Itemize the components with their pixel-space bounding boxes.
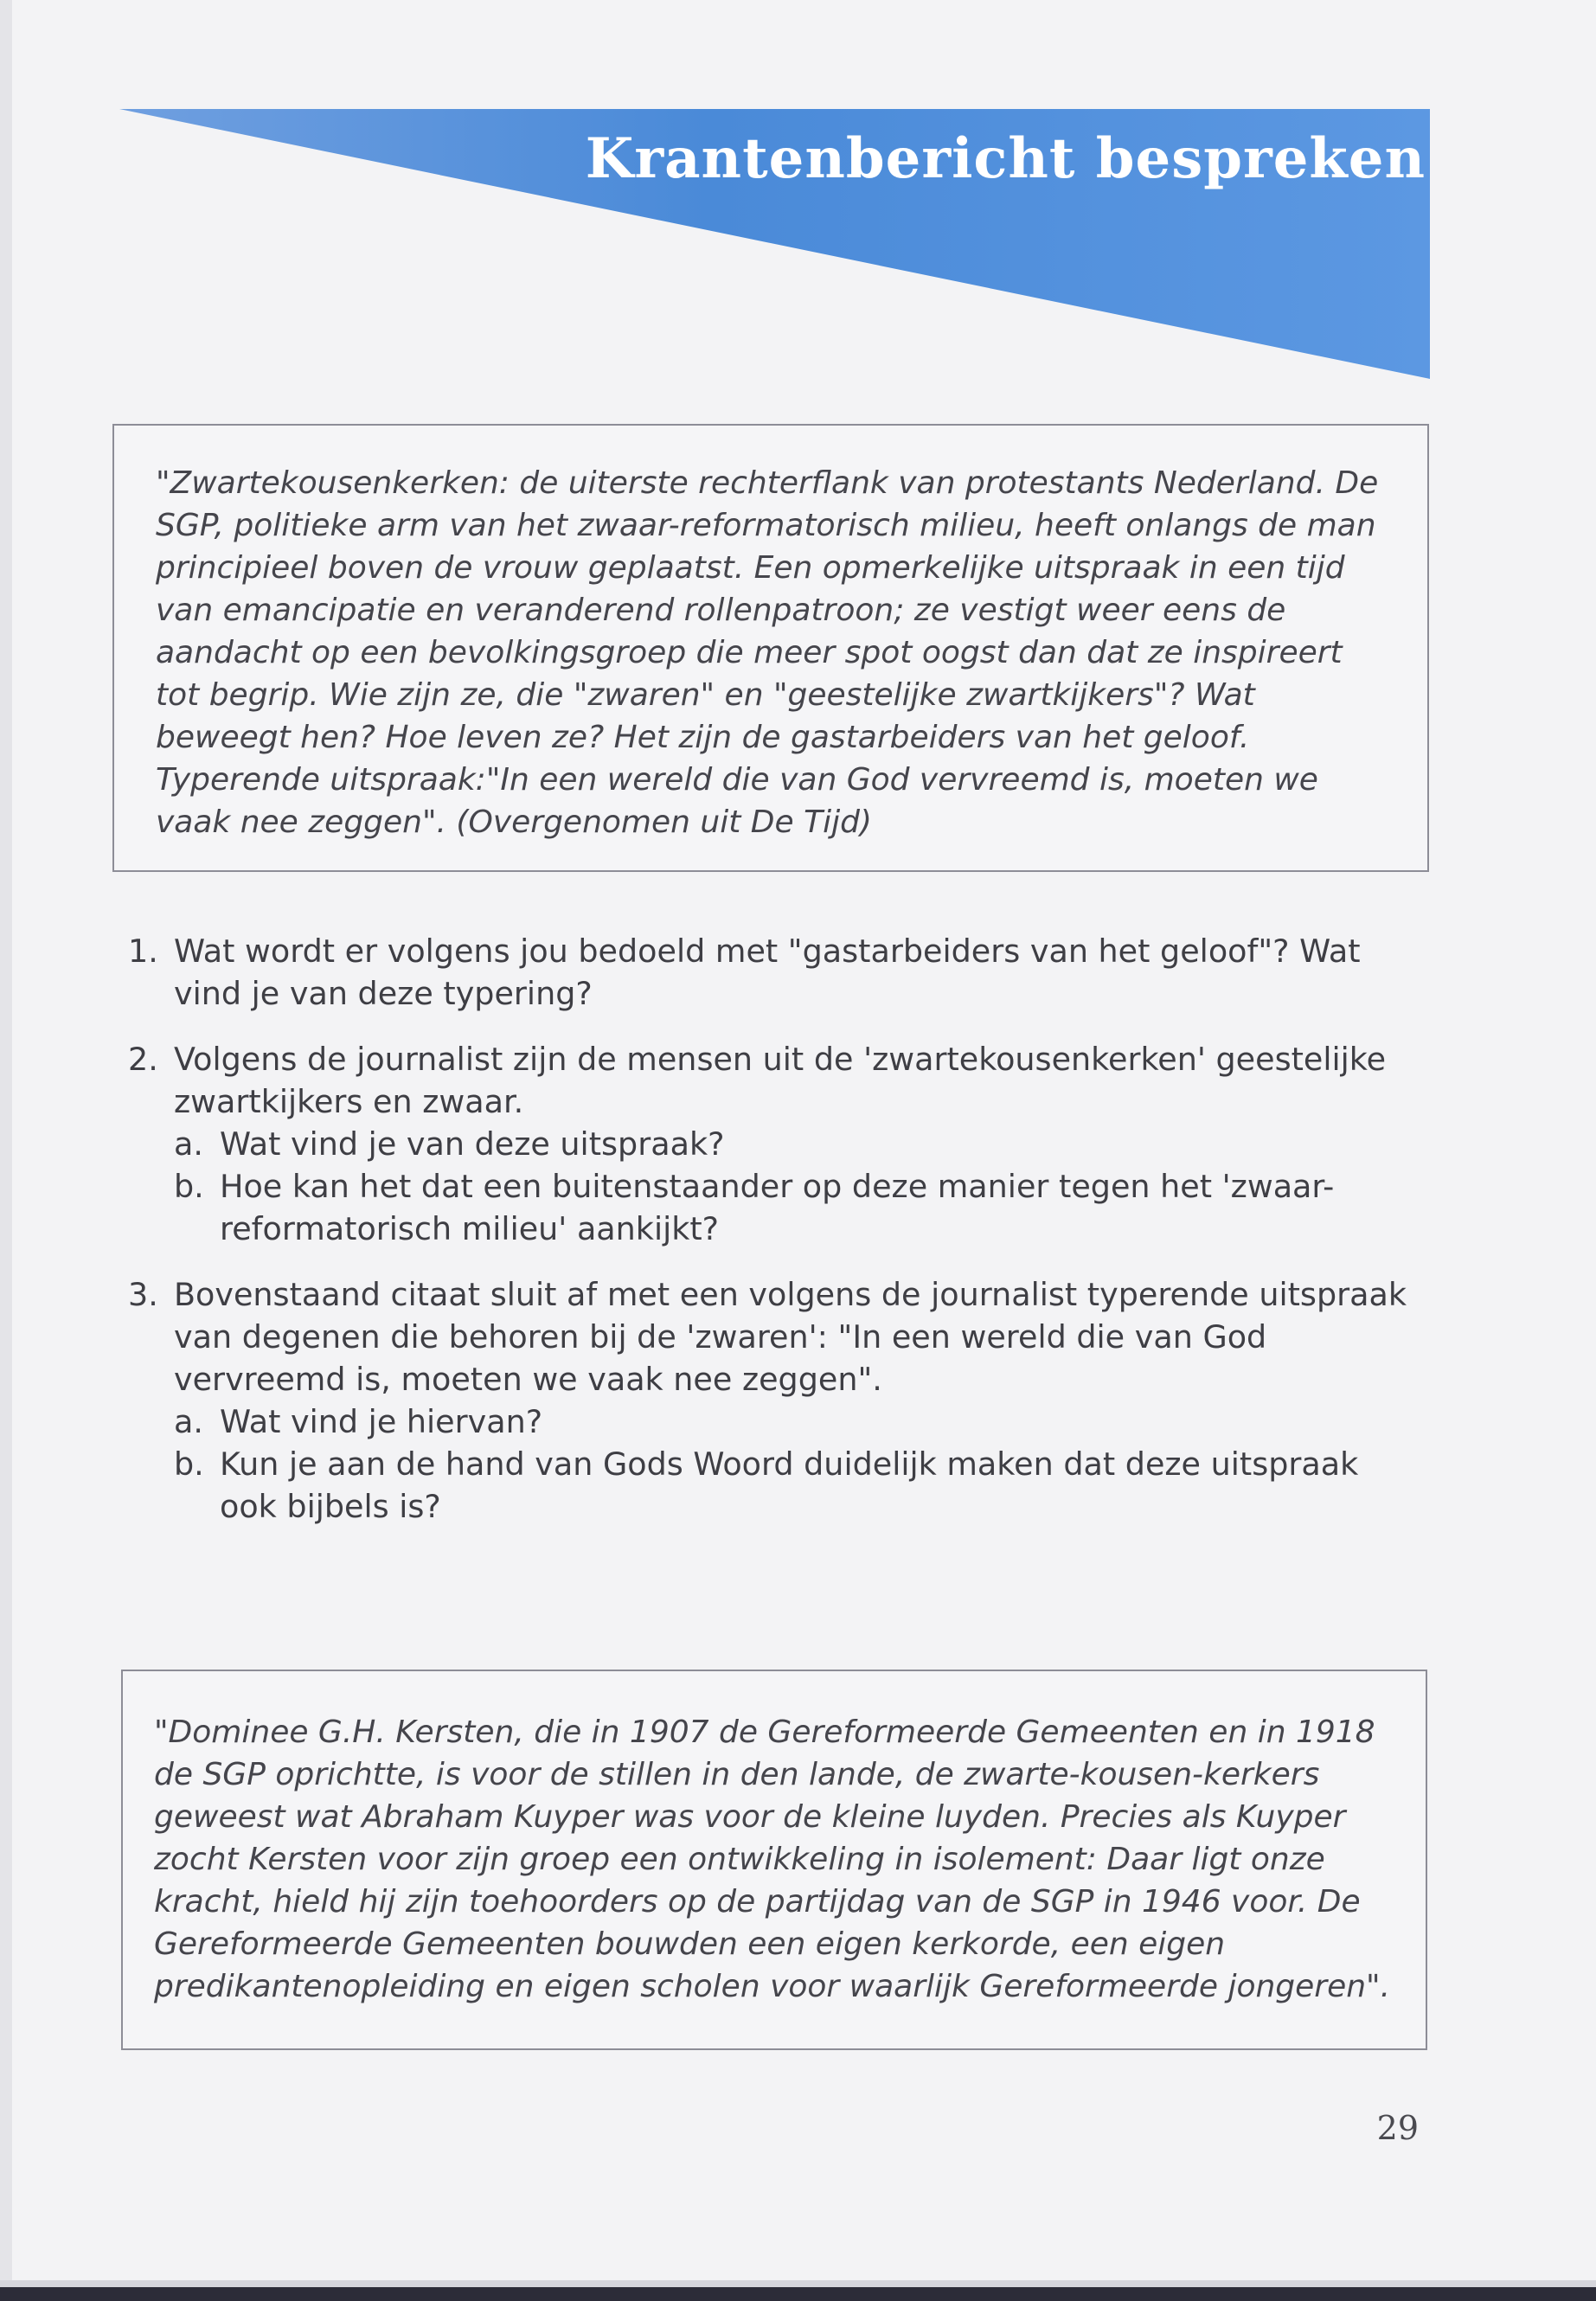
- kersten-quote-text: "Dominee G.H. Kersten, die in 1907 de Gereformeerde Gemeenten en in 1918 de SGP oprichtte, is voor de stillen in den lande, de zwarte-kousen-kerkers geweest wat Abraham Kuyper was voor de kleine luyden. Precies als Kuyper zocht Kersten voor zijn groep een ontwikkeling in isolement: Daar ligt onze kracht, hield hij zijn toehoorders op de partijdag van de SGP in 1946 voor. De Gereformeerde Gemeenten bouwden een eigen kerkorde, een eigen predikantenopleiding en eigen scholen voor waarlijk Gereformeerde jongeren".: [154, 1715, 1391, 2004]
- newspaper-quote-box: [112, 424, 1429, 872]
- page-number: 29: [1376, 2109, 1419, 2147]
- question-number: 3.: [128, 1276, 158, 1313]
- sub-question-text: Hoe kan het dat een buitenstaander op deze manier tegen het 'zwaar-reformatorisch milieu' aankijkt?: [220, 1168, 1335, 1247]
- header-banner: [119, 109, 1430, 379]
- sub-question-text: Wat vind je van deze uitspraak?: [220, 1125, 725, 1163]
- sub-question-item: [174, 1165, 1408, 1250]
- question-text: Volgens de journalist zijn de mensen uit de 'zwartekousenkerken' geestelijke zwartkijkers en zwaar.: [174, 1041, 1387, 1120]
- sub-question-letter: a.: [174, 1125, 203, 1163]
- question-text: Wat wordt er volgens jou bedoeld met "gastarbeiders van het geloof"? Wat vind je van deze typering?: [174, 933, 1361, 1012]
- sub-question-text: Wat vind je hiervan?: [220, 1403, 543, 1440]
- kersten-quote-box: [121, 1670, 1427, 2050]
- question-number: 1.: [128, 933, 158, 970]
- question-text: Bovenstaand citaat sluit af met een volgens de journalist typerende uitspraak van degenen die behoren bij de 'zwaren': "In een wereld die van God vervreemd is, moeten we vaak nee zeggen".: [174, 1276, 1407, 1398]
- question-item: [128, 1273, 1408, 1528]
- question-number: 2.: [128, 1041, 158, 1078]
- sub-question-item: [174, 1400, 1408, 1443]
- question-list: [128, 930, 1408, 1551]
- page-edge: [0, 0, 12, 2301]
- sub-question-item: [174, 1443, 1408, 1528]
- sub-question-letter: b.: [174, 1445, 204, 1483]
- sub-question-text: Kun je aan de hand van Gods Woord duidelijk maken dat deze uitspraak ook bijbels is?: [220, 1445, 1359, 1525]
- question-item: [128, 930, 1408, 1015]
- sub-question-letter: b.: [174, 1168, 204, 1205]
- sub-question-item: [174, 1123, 1408, 1165]
- sub-question-list: [174, 1123, 1408, 1250]
- sub-question-list: [174, 1400, 1408, 1528]
- newspaper-quote-text: "Zwartekousenkerken: de uiterste rechterflank van protestants Nederland. De SGP, politieke arm van het zwaar-reformatorisch milieu, heeft onlangs de man principieel boven de vrouw geplaatst. Een opmerkelijke uitspraak in een tijd van emancipatie en veranderend rollenpatroon; ze vestigt weer eens de aandacht op een bevolkingsgroep die meer spot oogst dan dat ze inspireert tot begrip. Wie zijn ze, die "zwaren" en "geestelijke zwartkijkers"? Wat beweegt hen? Hoe leven ze? Het zijn de gastarbeiders van het geloof. Typerende uitspraak:"In een wereld die van God vervreemd is, moeten we vaak nee zeggen". (Overgenomen uit De Tijd): [156, 465, 1379, 840]
- page-bottom-edge: [0, 2287, 1596, 2301]
- page-title: Krantenbericht bespreken: [585, 126, 1426, 191]
- question-item: [128, 1038, 1408, 1250]
- page-bottom-shadow: [0, 2280, 1596, 2287]
- sub-question-letter: a.: [174, 1403, 203, 1440]
